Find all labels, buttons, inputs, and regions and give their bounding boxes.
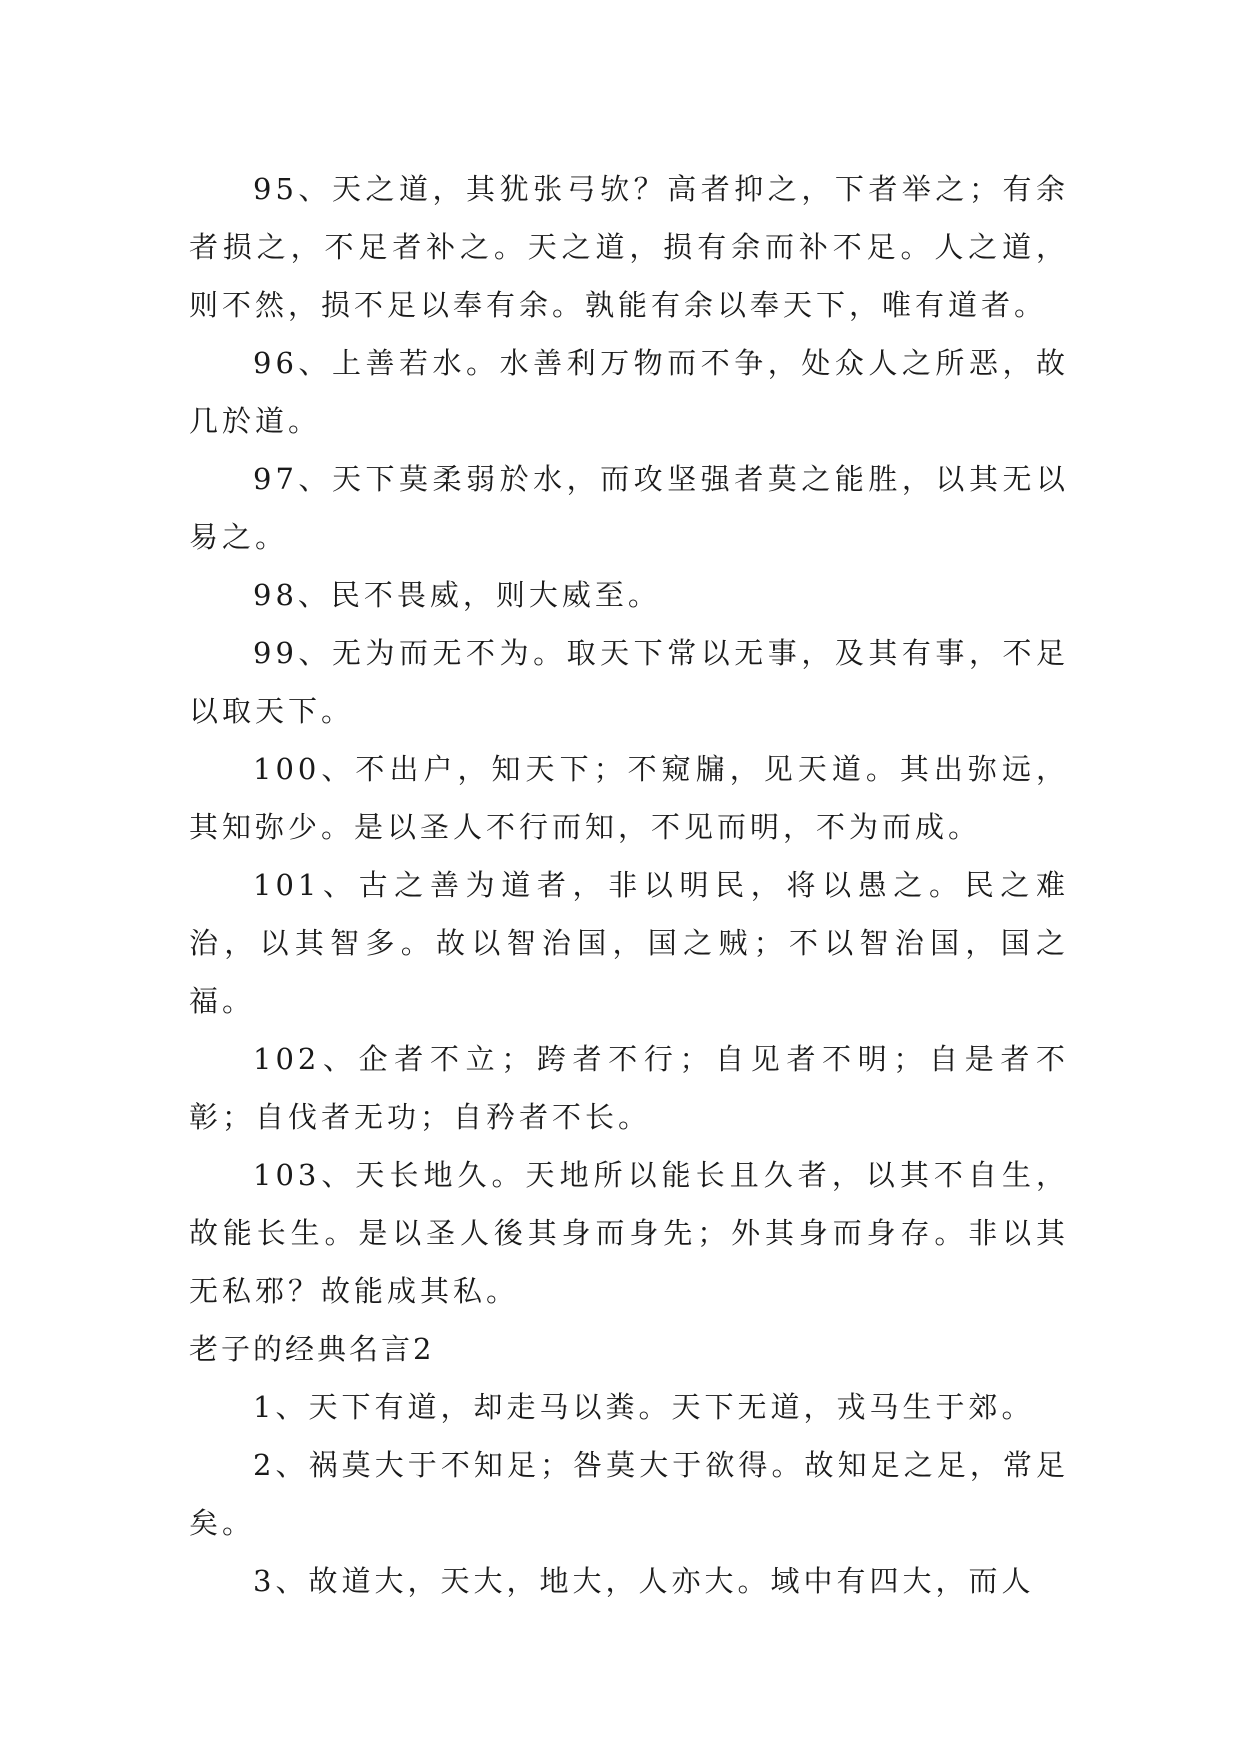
quote-95: 95、天之道，其犹张弓欤？高者抑之，下者举之；有余者损之，不足者补之。天之道，损有余而补不足。人之道，则不然，损不足以奉有余。孰能有余以奉天下，唯有道者。: [189, 172, 1069, 322]
quote-97: 97、天下莫柔弱於水，而攻坚强者莫之能胜，以其无以易之。: [189, 462, 1069, 554]
quote-98: 98、民不畏威，则大威至。: [253, 578, 661, 612]
section-heading: 老子的经典名言2: [189, 1332, 435, 1366]
quote-102: 102、企者不立；跨者不行；自见者不明；自是者不彰；自伐者无功；自矜者不长。: [189, 1042, 1069, 1134]
quote-103: 103、天长地久。天地所以能长且久者，以其不自生，故能长生。是以圣人後其身而身先；外其身而身存。非以其无私邪？故能成其私。: [189, 1158, 1069, 1308]
quote-1: 1、天下有道，却走马以粪。天下无道，戎马生于郊。: [253, 1390, 1035, 1424]
quote-96: 96、上善若水。水善利万物而不争，处众人之所恶，故几於道。: [189, 346, 1069, 438]
quote-100: 100、不出户，知天下；不窥牖，见天道。其出弥远，其知弥少。是以圣人不行而知，不见而明，不为而成。: [189, 752, 1069, 844]
quote-99: 99、无为而无不为。取天下常以无事，及其有事，不足以取天下。: [189, 636, 1069, 728]
quote-3: 3、故道大，天大，地大，人亦大。域中有四大，而人: [253, 1564, 1035, 1598]
quote-2: 2、祸莫大于不知足；咎莫大于欲得。故知足之足，常足矣。: [189, 1448, 1069, 1540]
document-body: [189, 160, 1069, 1610]
quote-101: 101、古之善为道者，非以明民，将以愚之。民之难治，以其智多。故以智治国，国之贼；不以智治国，国之福。: [189, 868, 1069, 1018]
